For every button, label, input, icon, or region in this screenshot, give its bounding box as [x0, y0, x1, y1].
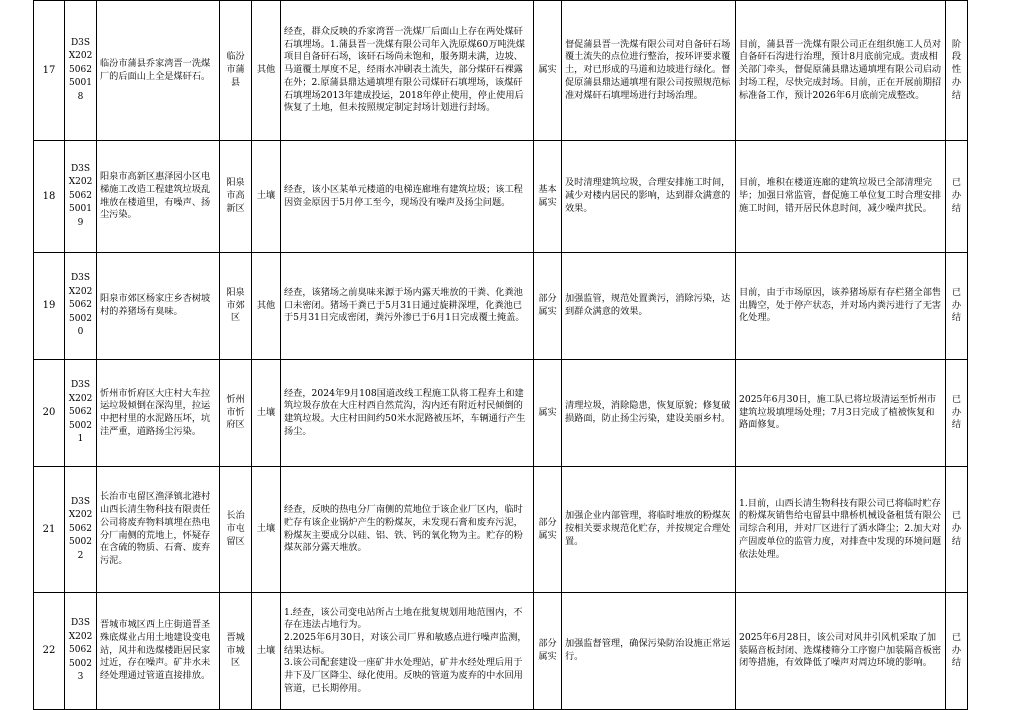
rectification-progress: 2025年6月28日，该公司对风井引风机采取了加装隔音板封闭、选煤楼筛分工序窗户加装隔音板密闭等措施，有效降低了噪声对周边环境的影响。 [736, 593, 946, 710]
case-table [33, 0, 968, 710]
case-code: D3SX202506250021 [65, 360, 97, 467]
handling-measures: 加强监管，规范处置粪污，消除污染，达到群众满意的效果。 [562, 253, 736, 360]
handling-measures: 督促蒲县晋一洗煤有限公司对自备矸石场覆土流失的点位进行整治，按环评要求覆土，对已形成的马道和边坡进行绿化。督促原蒲县鼎达通填埋有限公司按照规范标准对煤矸石填埋场进行封场治理。 [562, 1, 736, 141]
district: 忻州市忻府区 [220, 360, 252, 467]
table-row [34, 1, 968, 141]
table-row [34, 253, 968, 360]
verdict: 属实 [534, 360, 562, 467]
handling-measures: 加强企业内部管理，将临时堆放的粉煤灰按相关要求规范化贮存，并按规定合理处置。 [562, 467, 736, 593]
verdict: 属实 [534, 1, 562, 141]
district: 阳泉市郊区 [220, 253, 252, 360]
pollution-type: 其他 [252, 253, 281, 360]
table-row [34, 467, 968, 593]
closure-status: 已办结 [946, 253, 968, 360]
case-number: 20 [34, 360, 65, 467]
complaint-text: 忻州市忻府区大庄村大车拉运垃圾倾倒在深沟里，拉运中把村里的水泥路压坏，坑洼严重，道路扬尘污染。 [97, 360, 220, 467]
investigation-finding: 1.经查，该公司变电站所占土地在批复规划用地范围内，不存在违法占地行为。 2.2025年6月30日，对该公司厂界和敏感点进行噪声监测，结果达标。 3.该公司配套建设一座矿井水处理站，矿井水经处理后用于井下及厂区降尘、绿化使用。反映的管道为废弃的中水回用管道，已长期停用。 [281, 593, 534, 710]
district: 晋城市城区 [220, 593, 252, 710]
rectification-progress: 1.目前，山西长清生物科技有限公司已将临时贮存的粉煤灰销售给屯留县中鼎桥机械设备租赁有限公司综合利用，并对厂区进行了洒水降尘；2.加大对产固废单位的监管力度，对排查中发现的环境问题依法处理。 [736, 467, 946, 593]
case-code: D3SX202506250019 [65, 141, 97, 253]
rectification-progress: 2025年6月30日，施工队已将垃圾清运至忻州市建筑垃圾填埋场处理；7月3日完成了植被恢复和路面修复。 [736, 360, 946, 467]
verdict: 部分属实 [534, 253, 562, 360]
case-code: D3SX202506250022 [65, 467, 97, 593]
district: 临汾市蒲县 [220, 1, 252, 141]
complaint-text: 阳泉市郊区杨家庄乡杏树坡村的养猪场有臭味。 [97, 253, 220, 360]
case-number: 19 [34, 253, 65, 360]
case-code: D3SX202506250023 [65, 593, 97, 710]
handling-measures: 清理垃圾，消除隐患，恢复原貌；修复破损路面，防止扬尘污染，建设美丽乡村。 [562, 360, 736, 467]
closure-status: 阶段性办结 [946, 1, 968, 141]
closure-status: 已办结 [946, 467, 968, 593]
pollution-type: 土壤 [252, 141, 281, 253]
rectification-progress: 目前，蒲县晋一洗煤有限公司正在组织施工人员对自备矸石沟进行治理，预计8月底前完成。责成相关部门牵头，督促原蒲县鼎达通填埋有限公司启动封场工程，尽快完成封场。目前，正在开展前期招标准备工作，预计2026年6月底前完成整改。 [736, 1, 946, 141]
handling-measures: 加强监督管理，确保污染防治设施正常运行。 [562, 593, 736, 710]
table-row [34, 593, 968, 710]
handling-measures: 及时清理建筑垃圾，合理安排施工时间，减少对楼内居民的影响，达到群众满意的效果。 [562, 141, 736, 253]
pollution-type: 土壤 [252, 467, 281, 593]
complaint-text: 长治市屯留区渔泽镇北港村山西长清生物科技有限责任公司将废弃物料填埋在热电分厂南侧的荒地上，怀疑存在含硫的物质、石膏、废弃污泥。 [97, 467, 220, 593]
district: 阳泉市高新区 [220, 141, 252, 253]
complaint-text: 阳泉市高新区惠泽园小区电梯施工改造工程建筑垃圾乱堆放在楼道里，有噪声、扬尘污染。 [97, 141, 220, 253]
case-number: 21 [34, 467, 65, 593]
rectification-progress: 目前，由于市场原因，该养猪场原有存栏猪全部售出腾空，处于停产状态，并对场内粪污进行了无害化处理。 [736, 253, 946, 360]
rectification-progress: 目前，堆积在楼道连廊的建筑垃圾已全部清理完毕；加强日常监管，督促施工单位复工时合理安排施工时间，错开居民休息时间，减少噪声扰民。 [736, 141, 946, 253]
complaint-text: 临汾市蒲县乔家湾晋一洗煤厂的后面山上全是煤矸石。 [97, 1, 220, 141]
case-code: D3SX202506250018 [65, 1, 97, 141]
case-number: 22 [34, 593, 65, 710]
pollution-type: 土壤 [252, 360, 281, 467]
verdict: 部分属实 [534, 467, 562, 593]
closure-status: 已办结 [946, 593, 968, 710]
verdict: 基本属实 [534, 141, 562, 253]
closure-status: 已办结 [946, 360, 968, 467]
case-number: 18 [34, 141, 65, 253]
case-code: D3SX202506250020 [65, 253, 97, 360]
investigation-finding: 经查，2024年9月108国道改线工程施工队将工程弃土和建筑垃圾存放在大庄村西自然荒沟，沟内还有附近村民倾倒的建筑垃圾。大庄村田间约50米水泥路被压坏，车辆通行产生扬尘。 [281, 360, 534, 467]
case-number: 17 [34, 1, 65, 141]
complaint-text: 晋城市城区西上庄街道晋圣殊底煤业占用土地建设变电站，风井和选煤楼距居民家过近，存在噪声。矿井水未经处理通过管道直接排放。 [97, 593, 220, 710]
district: 长治市屯留区 [220, 467, 252, 593]
investigation-finding: 经查，该小区某单元楼道的电梯连廊堆有建筑垃圾；该工程因资金原因于5月停工至今，现场没有噪声及扬尘问题。 [281, 141, 534, 253]
table-row [34, 141, 968, 253]
closure-status: 已办结 [946, 141, 968, 253]
investigation-finding: 经查，群众反映的乔家湾晋一洗煤厂后面山上存在两处煤矸石填埋场。1.蒲县晋一洗煤有限公司年入洗原煤60万吨洗煤项目自备矸石场，该矸石场尚未饱和，服务期未满，边坡、马道覆土厚度不足，经雨水冲刷表土流失，部分煤矸石裸露在外；2.原蒲县鼎达通填埋有限公司煤矸石填埋场，该煤矸石填埋场2013年建成投运，2018年停止使用，停止使用后恢复了土地，但未按照规定制定封场计划进行封场。 [281, 1, 534, 141]
pollution-type: 土壤 [252, 593, 281, 710]
table-row [34, 360, 968, 467]
investigation-finding: 经查，该猪场之前臭味来源于场内露天堆放的干粪、化粪池口未密闭。猪场干粪已于5月31日通过旋耕深埋，化粪池已于5月31日完成密闭，粪污外渗已于6月1日完成覆土掩盖。 [281, 253, 534, 360]
investigation-finding: 经查，反映的热电分厂南侧的荒地位于该企业厂区内，临时贮存有该企业锅炉产生的粉煤灰，未发现石膏和废弃污泥，粉煤灰主要成分以硅、铝、铁、钙的氧化物为主。贮存的粉煤灰部分露天堆放。 [281, 467, 534, 593]
verdict: 部分属实 [534, 593, 562, 710]
pollution-type: 其他 [252, 1, 281, 141]
